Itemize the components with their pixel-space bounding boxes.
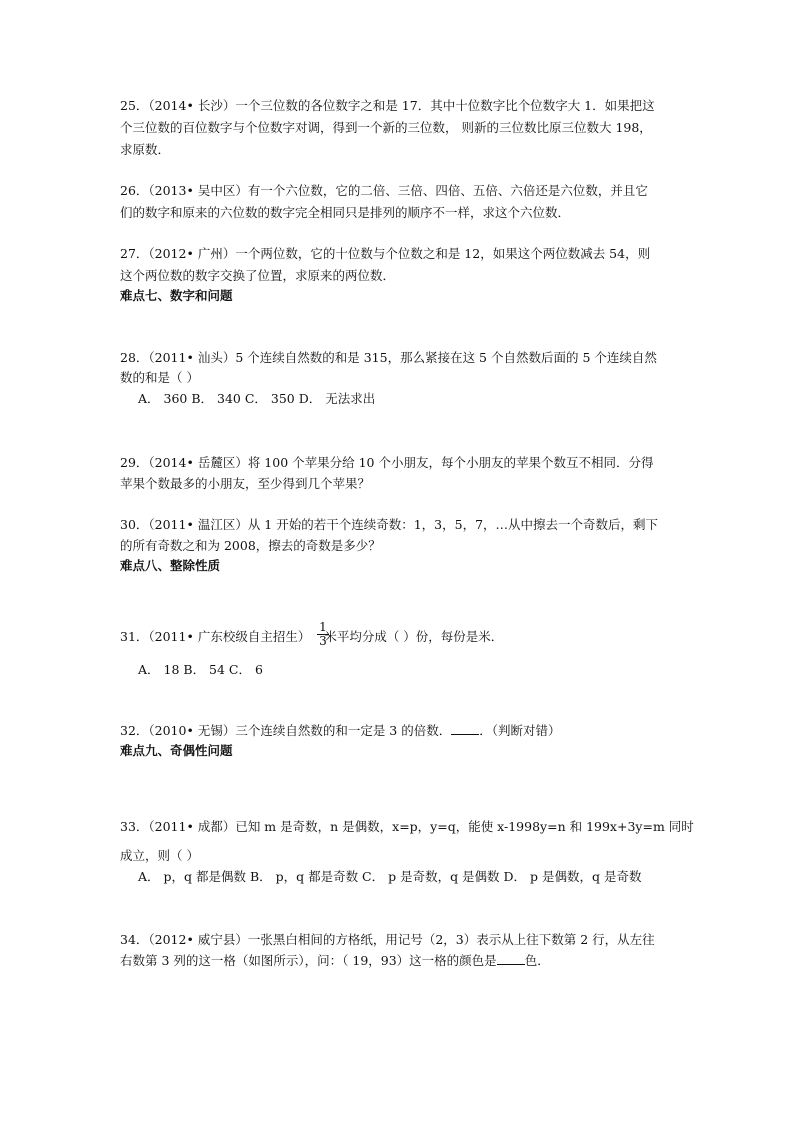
q34-text: 右数第 3 列的这一格（如图所示），问：（ 19，93）这一格的颜色是: [120, 953, 497, 968]
q32-line: [120, 723, 560, 739]
fraction-denominator: 3: [319, 634, 327, 648]
q26-line-1: 26．（2013• 吴中区）有一个六位数，它的二倍、三倍、四倍、五倍、六倍还是六位数，并且它: [120, 183, 648, 198]
q31-suffix: 米平均分成（ ）份，每份是米．: [324, 629, 504, 644]
q32-suffix: ．（判断对错）: [479, 723, 561, 738]
section-heading-9: 难点九、奇偶性问题: [120, 743, 233, 758]
q27-line-1: 27．（2012• 广州）一个两位数，它的十位数与个位数之和是 12，如果这个两位数减去 54，则: [120, 246, 651, 261]
section-heading-8: 难点八、整除性质: [120, 558, 221, 573]
q28-options: A． 360 B． 340 C． 350 D． 无法求出: [138, 391, 376, 406]
q34-line-2: [120, 953, 550, 969]
q27-line-2: 这个两位数的数字交换了位置，求原来的两位数．: [120, 268, 396, 283]
q29-line-2: 苹果个数最多的小朋友，至少得到几个苹果？: [120, 476, 371, 491]
q31-prefix: 31．（2011• 广东校级自主招生）: [120, 629, 311, 644]
q25-line-3: 求原数．: [120, 142, 171, 157]
q25-line-2: 个三位数的百位数字与个位数字对调，得到一个新的三位数， 则新的三位数比原三位数大 198，: [120, 120, 652, 135]
q30-line-2: 的所有奇数之和为 2008，擦去的奇数是多少？: [120, 538, 381, 553]
q28-line-2: 数的和是（ ）: [120, 370, 199, 385]
answer-blank: [451, 723, 479, 735]
q31-line-1: [120, 629, 503, 645]
q34-suffix: 色．: [524, 953, 550, 968]
q25-line-1: 25．（2014• 长沙）一个三位数的各位数字之和是 17．其中十位数字比个位数字大 1．如果把这: [120, 98, 655, 113]
fraction-numerator: 1: [317, 621, 329, 635]
q34-line-1: 34．（2012• 威宁县）一张黑白相间的方格纸，用记号（2，3）表示从上往下数第 2 行，从左往: [120, 932, 655, 947]
section-heading-7: 难点七、数字和问题: [120, 288, 233, 303]
q30-line-1: 30．（2011• 温江区）从 1 开始的若干个连续奇数：1，3，5，7，…从中擦去一个奇数后，剩下: [120, 517, 659, 532]
q29-line-1: 29．（2014• 岳麓区）将 100 个苹果分给 10 个小朋友，每个小朋友的苹果个数互不相同．分得: [120, 455, 654, 470]
q28-line-1: 28．（2011• 汕头）5 个连续自然数的和是 315，那么紧接在这 5 个自然数后面的 5 个连续自然: [120, 350, 657, 365]
q33-line-1: 33．（2011• 成都）已知 m 是奇数，n 是偶数，x=p，y=q，能使 x-1998y=n 和 199x+3y=m 同时: [120, 819, 694, 834]
q26-line-2: 们的数字和原来的六位数的数字完全相同只是排列的顺序不一样，求这个六位数．: [120, 205, 571, 220]
answer-blank: [497, 953, 525, 965]
fraction-one-third: [317, 621, 329, 648]
q33-line-2: 成立，则（ ）: [120, 848, 199, 863]
q33-options: A． p，q 都是偶数 B． p，q 都是奇数 C． p 是奇数，q 是偶数 D． p 是偶数，q 是奇数: [138, 869, 642, 884]
q32-text: 32．（2010• 无锡）三个连续自然数的和一定是 3 的倍数．: [120, 723, 452, 738]
q31-options: A． 18 B． 54 C． 6: [138, 662, 263, 677]
